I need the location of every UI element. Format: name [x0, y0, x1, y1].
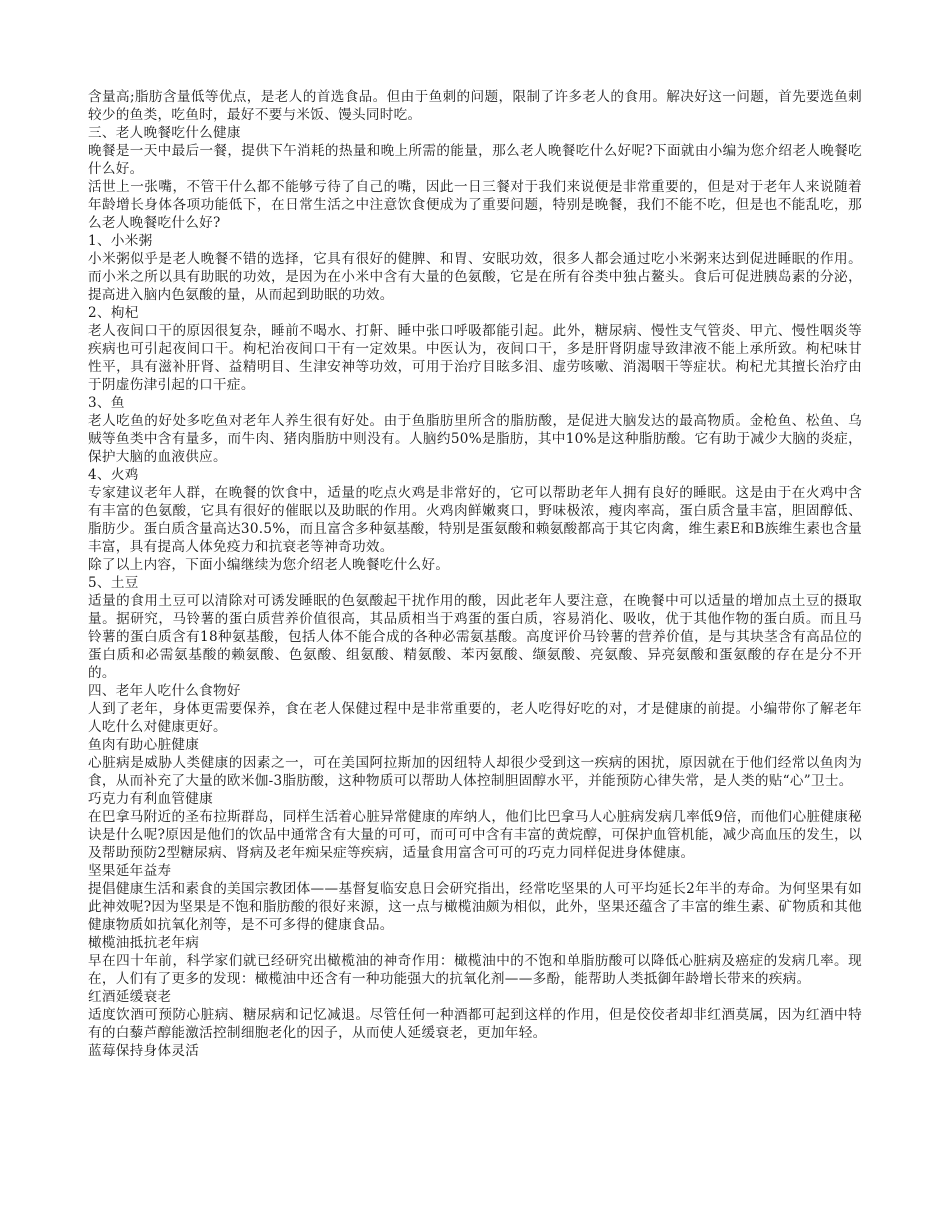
- item-heading-nuts: 坚果延年益寿: [88, 863, 172, 879]
- item-heading-olive-oil: 橄榄油抵抗老年病: [88, 935, 200, 951]
- paragraph-fish: 老人吃鱼的好处多吃鱼对老年人养生很有好处。由于鱼脂肪里所含的脂肪酸，是促进大脑发达的最高物质。金枪鱼、松鱼、乌贼等鱼类中含有量多，而牛肉、猪肉脂肪中则没有。人脑约50%是脂肪，其中10%是这种脂肪酸。它有助于减少大脑的炎症，保护大脑的血液供应。: [88, 413, 862, 465]
- item-heading-potato: 5、土豆: [88, 575, 139, 591]
- item-heading-chocolate: 巧克力有利血管健康: [88, 791, 214, 807]
- item-heading-turkey: 4、火鸡: [88, 467, 139, 483]
- paragraph-fish-intro-continued: 含量高;脂肪含量低等优点，是老人的首选食品。但由于鱼刺的问题，限制了许多老人的食用。解决好这一问题，首先要选鱼刺较少的鱼类，吃鱼时，最好不要与米饭、馒头同时吃。: [88, 89, 862, 123]
- item-heading-red-wine: 红酒延缓衰老: [88, 989, 172, 1005]
- paragraph-millet-porridge: 小米粥似乎是老人晚餐不错的选择，它具有很好的健脾、和胃、安眠功效，很多人都会通过吃小米粥来达到促进睡眠的作用。而小米之所以具有助眠的功效，是因为在小米中含有大量的色氨酸，它是在所有谷类中独占鳌头。食后可促进胰岛素的分泌，提高进入脑内色氨酸的量，从而起到助眠的功效。: [88, 251, 862, 303]
- paragraph-nuts: 提倡健康生活和素食的美国宗教团体——基督复临安息日会研究指出，经常吃坚果的人可平均延长2年半的寿命。为何坚果有如此神效呢?因为坚果是不饱和脂肪酸的很好来源，这一点与橄榄油颇为相似，此外，坚果还蕴含了丰富的维生素、矿物质和其他健康物质如抗氧化剂等，是不可多得的健康食品。: [88, 881, 862, 933]
- paragraph-turkey: 专家建议老年人群，在晚餐的饮食中，适量的吃点火鸡是非常好的，它可以帮助老年人拥有良好的睡眠。这是由于在火鸡中含有丰富的色氨酸，它具有很好的催眠以及助眠的作用。火鸡肉鲜嫩爽口，野味极浓，瘦肉率高，蛋白质含量丰富，胆固醇低、脂肪少。蛋白质含量高达30.5%，而且富含多种氨基酸，特别是蛋氨酸和赖氨酸都高于其它肉禽，维生素E和B族维生素也含量丰富，具有提高人体免疫力和抗衰老等神奇功效。: [88, 485, 862, 555]
- paragraph-chocolate: 在巴拿马附近的圣布拉斯群岛，同样生活着心脏异常健康的库纳人，他们比巴拿马人心脏病发病几率低9倍，而他们心脏健康秘诀是什么呢?原因是他们的饮品中通常含有大量的可可，而可可中含有丰富的黄烷醇，可保护血管机能，减少高血压的发生，以及帮助预防2型糖尿病、肾病及老年痴呆症等疾病，适量食用富含可可的巧克力同样促进身体健康。: [88, 809, 862, 861]
- item-heading-fish: 3、鱼: [88, 395, 125, 411]
- paragraph-dinner-importance: 活世上一张嘴，不管干什么都不能够亏待了自己的嘴，因此一日三餐对于我们来说便是非常重要的，但是对于老年人来说随着年龄增长身体各项功能低下，在日常生活之中注意饮食便成为了重要问题，特别是晚餐，我们不能不吃，但是也不能乱吃，那么老人晚餐吃什么好?: [88, 179, 862, 231]
- paragraph-red-wine: 适度饮酒可预防心脏病、糖尿病和记忆减退。尽管任何一种酒都可起到这样的作用，但是佼佼者却非红酒莫属，因为红酒中特有的白藜芦醇能激活控制细胞老化的因子，从而使人延缓衰老，更加年轻。: [88, 1007, 862, 1041]
- paragraph-potato: 适量的食用土豆可以清除对可诱发睡眠的色氨酸起干扰作用的酸，因此老年人要注意，在晚餐中可以适量的增加点土豆的摄取量。据研究，马铃薯的蛋白质营养价值很高，其品质相当于鸡蛋的蛋白质，容易消化、吸收，优于其他作物的蛋白质。而且马铃薯的蛋白质含有18种氨基酸，包括人体不能合成的各种必需氨基酸。高度评价马铃薯的营养价值，是与其块茎含有高品位的蛋白质和必需氨基酸的赖氨酸、色氨酸、组氨酸、精氨酸、苯丙氨酸、缬氨酸、亮氨酸、异亮氨酸和蛋氨酸的存在是分不开的。: [88, 593, 862, 681]
- paragraph-transition: 除了以上内容，下面小编继续为您介绍老人晚餐吃什么好。: [88, 557, 450, 573]
- section-heading-dinner: 三、老人晚餐吃什么健康: [88, 125, 241, 141]
- item-heading-goji: 2、枸杞: [88, 305, 139, 321]
- paragraph-elderly-foods-intro: 人到了老年，身体更需要保养，食在老人保健过程中是非常重要的，老人吃得好吃的对，才是健康的前提。小编带你了解老年人吃什么对健康更好。: [88, 701, 862, 735]
- paragraph-olive-oil: 早在四十年前，科学家们就已经研究出橄榄油的神奇作用：橄榄油中的不饱和单脂肪酸可以降低心脏病及癌症的发病几率。现在，人们有了更多的发现：橄榄油中还含有一种功能强大的抗氧化剂——多酚，能帮助人类抵御年龄增长带来的疾病。: [88, 953, 862, 987]
- item-heading-fish-heart: 鱼肉有助心脏健康: [88, 737, 200, 753]
- section-heading-elderly-foods: 四、老年人吃什么食物好: [88, 683, 241, 699]
- paragraph-goji: 老人夜间口干的原因很复杂，睡前不喝水、打鼾、睡中张口呼吸都能引起。此外，糖尿病、慢性支气管炎、甲亢、慢性咽炎等疾病也可引起夜间口干。枸杞治夜间口干有一定效果。中医认为，夜间口干，多是肝肾阴虚导致津液不能上承所致。枸杞味甘性平，具有滋补肝肾、益精明目、生津安神等功效，可用于治疗目眩多泪、虚劳咳嗽、消渴咽干等症状。枸杞尤其擅长治疗由于阴虚伤津引起的口干症。: [88, 323, 862, 393]
- item-heading-millet-porridge: 1、小米粥: [88, 233, 153, 249]
- paragraph-dinner-intro: 晚餐是一天中最后一餐，提供下午消耗的热量和晚上所需的能量，那么老人晚餐吃什么好呢?下面就由小编为您介绍老人晚餐吃什么好。: [88, 143, 862, 177]
- item-heading-blueberry: 蓝莓保持身体灵活: [88, 1043, 200, 1059]
- paragraph-fish-heart: 心脏病是威胁人类健康的因素之一，可在美国阿拉斯加的因纽特人却很少受到这一疾病的困扰，原因就在于他们经常以鱼肉为食，从而补充了大量的欧米伽-3脂肪酸，这种物质可以帮助人体控制胆固醇水平，并能预防心律失常，是人类的贴“心”卫士。: [88, 755, 862, 789]
